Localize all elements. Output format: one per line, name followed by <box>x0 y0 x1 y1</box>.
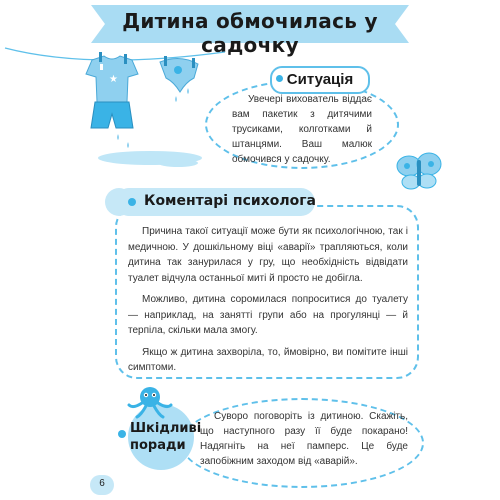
psychologist-label: Коментарі психолога <box>144 193 316 209</box>
situation-bullet <box>276 75 283 82</box>
psychologist-paragraph: Якщо ж дитина захворіла, то, ймовірно, ви помітите інші симптоми. <box>128 346 408 373</box>
clothesline-illustration <box>0 30 230 180</box>
psychologist-paragraph: Можливо, дитина соромилася попроситися до туалету — наприклад, на занятті групи або на прогулянці — й терпіла, скільки мала змогу. <box>128 294 408 336</box>
tips-label: Шкідливі поради <box>130 421 202 453</box>
tips-text: Суворо поговоріть із дитиною. Скажіть, що наступного разу її буде покарано! Надягніть на неї памперс. Це буде запобіжним заходом від «аварій». <box>200 411 408 467</box>
psychologist-paragraph: Причина такої ситуації може бути як психологічною, так і медичною. У дошкільному віці «аварії» трапляються, коли дитина так занурилася у гру, що необхідність відвідати туалет відчула останньої миті й просто не добігла. <box>128 226 408 284</box>
svg-text:★: ★ <box>109 74 118 85</box>
psychologist-text <box>128 224 408 382</box>
octopus-icon <box>125 385 175 421</box>
page-number: 6 <box>99 478 105 489</box>
page-title: Дитина обмочилась у садочку <box>122 9 378 57</box>
situation-text: Увечері вихователь віддає вам пакетик з дитячими трусиками, колготками й штанцями. Ваш малюк обмочився у садочку. <box>232 94 372 165</box>
situation-label: Ситуація <box>270 66 370 94</box>
tips-bullet <box>118 430 126 438</box>
psychologist-bullet <box>128 198 136 206</box>
butterfly-icon <box>395 150 443 194</box>
